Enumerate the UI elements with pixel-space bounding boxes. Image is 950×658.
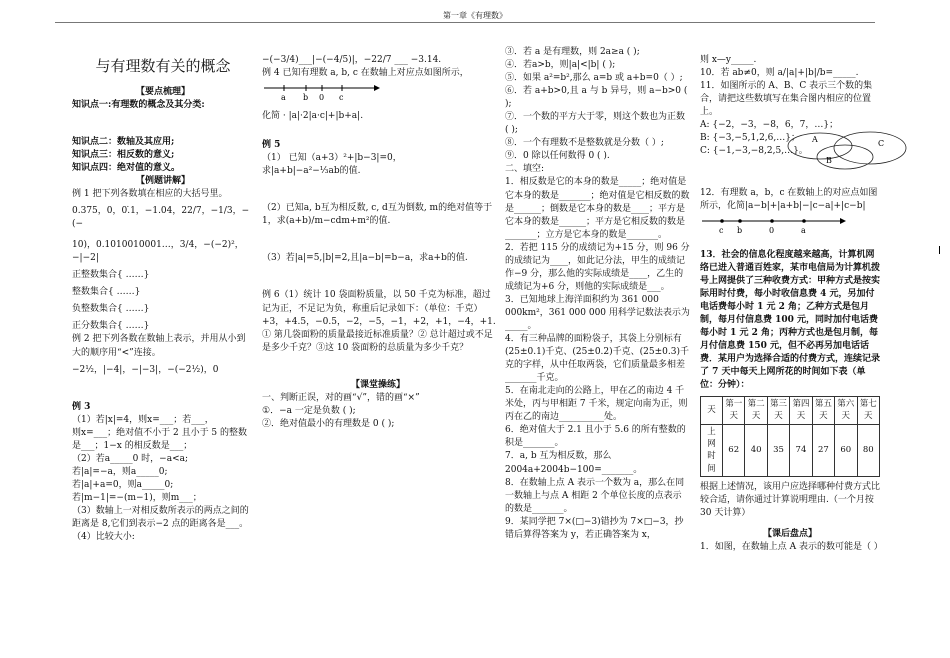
example-1: 例 1 把下列各数填在相应的大括号里。 (72, 189, 228, 200)
fill-blank-heading: 二、填空: (505, 164, 545, 175)
venn-label: A (812, 135, 818, 145)
table-cell: 62 (722, 424, 744, 476)
section-heading: 【要点梳理】 (135, 86, 190, 97)
fill-blank-question: 8．在数轴上点 A 表示一个数为 a，那么在同一数轴上与点 A 相距 2 个单位长度的点表示的数是_______。 (505, 477, 685, 514)
practice-item: ②．绝对值最小的有理数是 0 ( ); (262, 418, 395, 429)
practice-item: ⑥．若 a+b>0,且 a 与 b 异号，则 a−b>0 ( ); (505, 86, 688, 110)
table-header: 第七天 (857, 397, 879, 425)
knowledge-point: 知识点一:有理数的概念及其分类: (72, 99, 205, 110)
review-question: 1．如图，在数轴上点 A 表示的数可能是（ ） (700, 542, 883, 553)
set-negative-integers: 负整数集合{ ……} (72, 304, 150, 315)
fill-blank-question: 5．在南北走向的公路上，甲在乙的南边 4 千米处，丙与甲相距 7 千米，规定向南为正，则丙在乙的南边__________处。 (505, 386, 688, 423)
column-1 (72, 30, 254, 544)
knowledge-point: 知识点二：数轴及其应用; (72, 136, 175, 147)
example-3-line: （2）若a_____0 时，−a<a; (72, 453, 189, 464)
practice-instructions: 一、判断正误，对的画“√”，错的画“×” (262, 392, 420, 403)
practice-item: ⑧．一个有理数不是整数就是分数（ ）; (505, 138, 664, 149)
margin-mark (939, 246, 940, 254)
venn-diagram (750, 130, 920, 170)
section-heading: 【课后盘点】 (762, 529, 817, 540)
worksheet-title: 与有理数有关的概念 (95, 57, 231, 75)
table-cell: 27 (812, 424, 834, 476)
fill-blank-question: 10．若 ab≠0，则 a/|a|+|b|/b=_____. (700, 68, 859, 79)
word-problem: 13．社会的信息化程度越来越高，计算机网络已进入普通百姓家，某市电信局为计算机拨号上网提供了三种收费方式：甲种方式是按实际用时付费，每小时收信息费 4 元，另加付电话费每小时 1 元 2 角；乙种方式是包月制，每月付信息费 100 元，同时加付电话费每小时 1 元 2 角；丙种方式也是包月制，每月付信息费 150 元，但不必再另加电话话费．某用户为选择合适的付费方式，连续记录了 7 天中每天上网所花的时间如下表（单位：分钟）： (700, 249, 881, 391)
fill-blank-question: 1．相反数是它的本身的数是_____；绝对值是它本身的数是_______；绝对值是它相反数的数是______；倒数是它本身的数是____；平方是它本身的数是______；平方是它相反数的数是_______；立方是它本身的数是_______。 (505, 177, 690, 240)
fill-blank-question: 12．有理数 a，b，c 在数轴上的对应点如图所示，化简|a−b|+|a+b|−|c−a|+|c−b| (700, 188, 878, 212)
knowledge-point: 知识点四：绝对值的意义。 (72, 162, 181, 173)
column-2 (262, 30, 494, 431)
set-positive-fractions: 正分数集合{ ……} (72, 321, 150, 332)
table-header: 第六天 (835, 397, 857, 425)
practice-item: ①．−a 一定是负数 ( ); (262, 405, 356, 416)
practice-item: ⑤．如果 a²=b²,那么 a=b 或 a+b=0（ ）; (505, 73, 683, 84)
example-3-line: 若|a|=−a，则a_____0; (72, 466, 168, 477)
table-cell: 80 (857, 424, 879, 476)
example-5-part: （1） 已知（a+3）²+|b−3|=0， (262, 153, 402, 164)
example-3-line: 若|m−1|=−(m−1)，则m___； (72, 492, 202, 503)
example-2-numbers: −2½，|−4|，−|−3|，−(−2½)，0 (72, 364, 219, 375)
fill-blank-question: 6．绝对值大于 2.1 且小于 5.6 的所有整数的积是_______。 (505, 425, 686, 449)
example-3-line: 若|a|+a=0，则a_____0; (72, 479, 174, 490)
axis-label: c (719, 225, 724, 235)
table-header: 第一天 (722, 397, 744, 425)
axis-label: a (801, 225, 806, 235)
table-cell: 35 (767, 424, 789, 476)
fill-blank-question: 则 x—y_____. (700, 55, 757, 65)
example-3-line: 则x=___；绝对值不小于 2 且小于 5 的整数是___；1−x 的相反数是___； (72, 427, 248, 451)
example-4: 例 4 已知有理数 a, b, c 在数轴上对应点如图所示， (262, 68, 469, 79)
fill-blank-question: 3．已知地球上海洋面积约为 361 000 000km²，361 000 000 用科学记数法表示为_____。 (505, 294, 690, 331)
axis-label: 0 (769, 225, 775, 235)
compare-line: −(−3/4)___|−(−4/5)|，−22/7 ___ −3.14. (262, 55, 442, 65)
example-3-line: （4）比较大小: (72, 532, 135, 543)
usage-table (700, 396, 880, 477)
table-cell: 74 (790, 424, 812, 476)
fill-blank-question: 4．有三种品牌的面粉袋子，其袋上分别标有(25±0.1)千克、(25±0.2)千克、(25±0.3)千克的字样，从中任取两袋，它们质量最多相差_______千克。 (505, 334, 689, 384)
axis-label: b (303, 93, 309, 103)
word-problem-question: 根据上述情况，该用户应选择哪种付费方式比较合适，请你通过计算说明理由.（一个月按 30 天计算） (700, 481, 881, 519)
page-header: 第一章《有理数》 (443, 11, 507, 20)
table-header: 第二天 (745, 397, 767, 425)
table-header: 天 (701, 397, 723, 425)
practice-item: ⑦．一个数的平方大于零，则这个数也为正数 ( ); (505, 112, 686, 136)
fill-blank-question: 2．若把 115 分的成绩记为+15 分，则 96 分的成绩记为____，如此记分法，甲生的成绩记作−9 分，那么他的实际成绩是____，乙生的成绩记为+6 分，则他的实际成绩是___。 (505, 242, 690, 292)
table-header: 第五天 (812, 397, 834, 425)
example-4-simplify: 化简 · |a|·2|a·c|+|b+a|. (262, 111, 364, 122)
set-positive-integers: 正整数集合{ ……} (72, 270, 150, 281)
example-2: 例 2 把下列各数在数轴上表示，并用从小到大的顺序用“<”连接。 (72, 334, 246, 358)
example-5-part: （3）若|a|=5,|b|=2,且|a−b|=b−a，求a+b的值. (262, 253, 468, 264)
axis-label: c (339, 93, 344, 103)
number-line-figure (700, 214, 850, 236)
column-3 (505, 30, 690, 542)
example-5-part: （2）已知a, b互为相反数, c, d互为倒数, m的绝对值等于 1，求(a+b)/m−cdm+m²的值. (262, 203, 493, 227)
set-a: A: {−2，−3，−8，6，7，…}； (700, 120, 839, 131)
section-heading: 【课堂操练】 (350, 379, 405, 390)
example-6: 例 6（1）统计 10 袋面粉质量，以 50 千克为标准，超过记为正，不足记为负，称重后记录如下：（单位：千克）+3，+4.5，−0.5，−2，−5，−1，+2，+1，−4，+1. (262, 290, 496, 327)
fill-blank-question: 9．某同学把 7×(□−3)错抄为 7×□−3，抄错后算得答案为 y，若正确答案为 x， (505, 516, 684, 540)
axis-label: a (281, 93, 286, 103)
set-b: B: {−3,−5,1,2,6,…}； (700, 133, 800, 144)
example-3: 例 3 (72, 401, 91, 412)
venn-label: B (826, 156, 832, 166)
table-row-label: 上网时间 (701, 424, 723, 476)
set-c: C: {−1,−3,−8,2,5,…}。 (700, 146, 808, 157)
axis-label: 0 (319, 93, 325, 103)
number-line-figure (262, 82, 382, 102)
practice-item: ⑨．0 除以任何数得 0 ( ). (505, 151, 610, 162)
practice-item: ③．若 a 是有理数，则 2a≥a ( ); (505, 47, 640, 57)
example-1-numbers: 0.375，0，0.̇1，−1.04，22/7，−1/3，−(− (72, 206, 250, 230)
knowledge-point: 知识点三：相反数的意义; (72, 149, 175, 160)
fill-blank-question: 11．如图所示的 A、B、C 表示三个数的集合，请把这些数填写在集合图内相应的位置上。 (700, 81, 873, 118)
example-3-line: （1）若|x|=4，则x=___；若___， (72, 414, 214, 425)
example-5-part: 求|a+b|−a²−⅓ab的值. (262, 166, 361, 177)
set-integers: 整数集合{ ……} (72, 287, 141, 298)
venn-label: C (878, 139, 885, 149)
table-header: 第四天 (790, 397, 812, 425)
table-cell: 40 (745, 424, 767, 476)
column-4 (700, 30, 885, 554)
practice-item: ④．若a>b，则|a|<|b| ( ); (505, 60, 616, 71)
table-cell: 60 (835, 424, 857, 476)
section-heading: 【例题讲解】 (135, 175, 190, 186)
fill-blank-question: 7．a, b 互为相反数，那么 2004a+2004b−100=_______。 (505, 451, 643, 475)
example-3-line: （3）数轴上一对相反数所表示的两点之间的距离是 8,它们到表示−2 点的距离各是___。 (72, 505, 249, 530)
example-6-questions: ① 第几袋面粉的质量最接近标准质量？② 总计超过或不足是多少千克？③这 10 袋面粉的总质量为多少千克？ (262, 329, 493, 353)
example-1-numbers: 10)，0.1010010001…，3/4，−(−2)²，−|−2| (72, 240, 244, 264)
header-divider (55, 22, 875, 23)
example-5: 例 5 (262, 140, 281, 151)
axis-label: b (737, 225, 743, 235)
table-header: 第三天 (767, 397, 789, 425)
